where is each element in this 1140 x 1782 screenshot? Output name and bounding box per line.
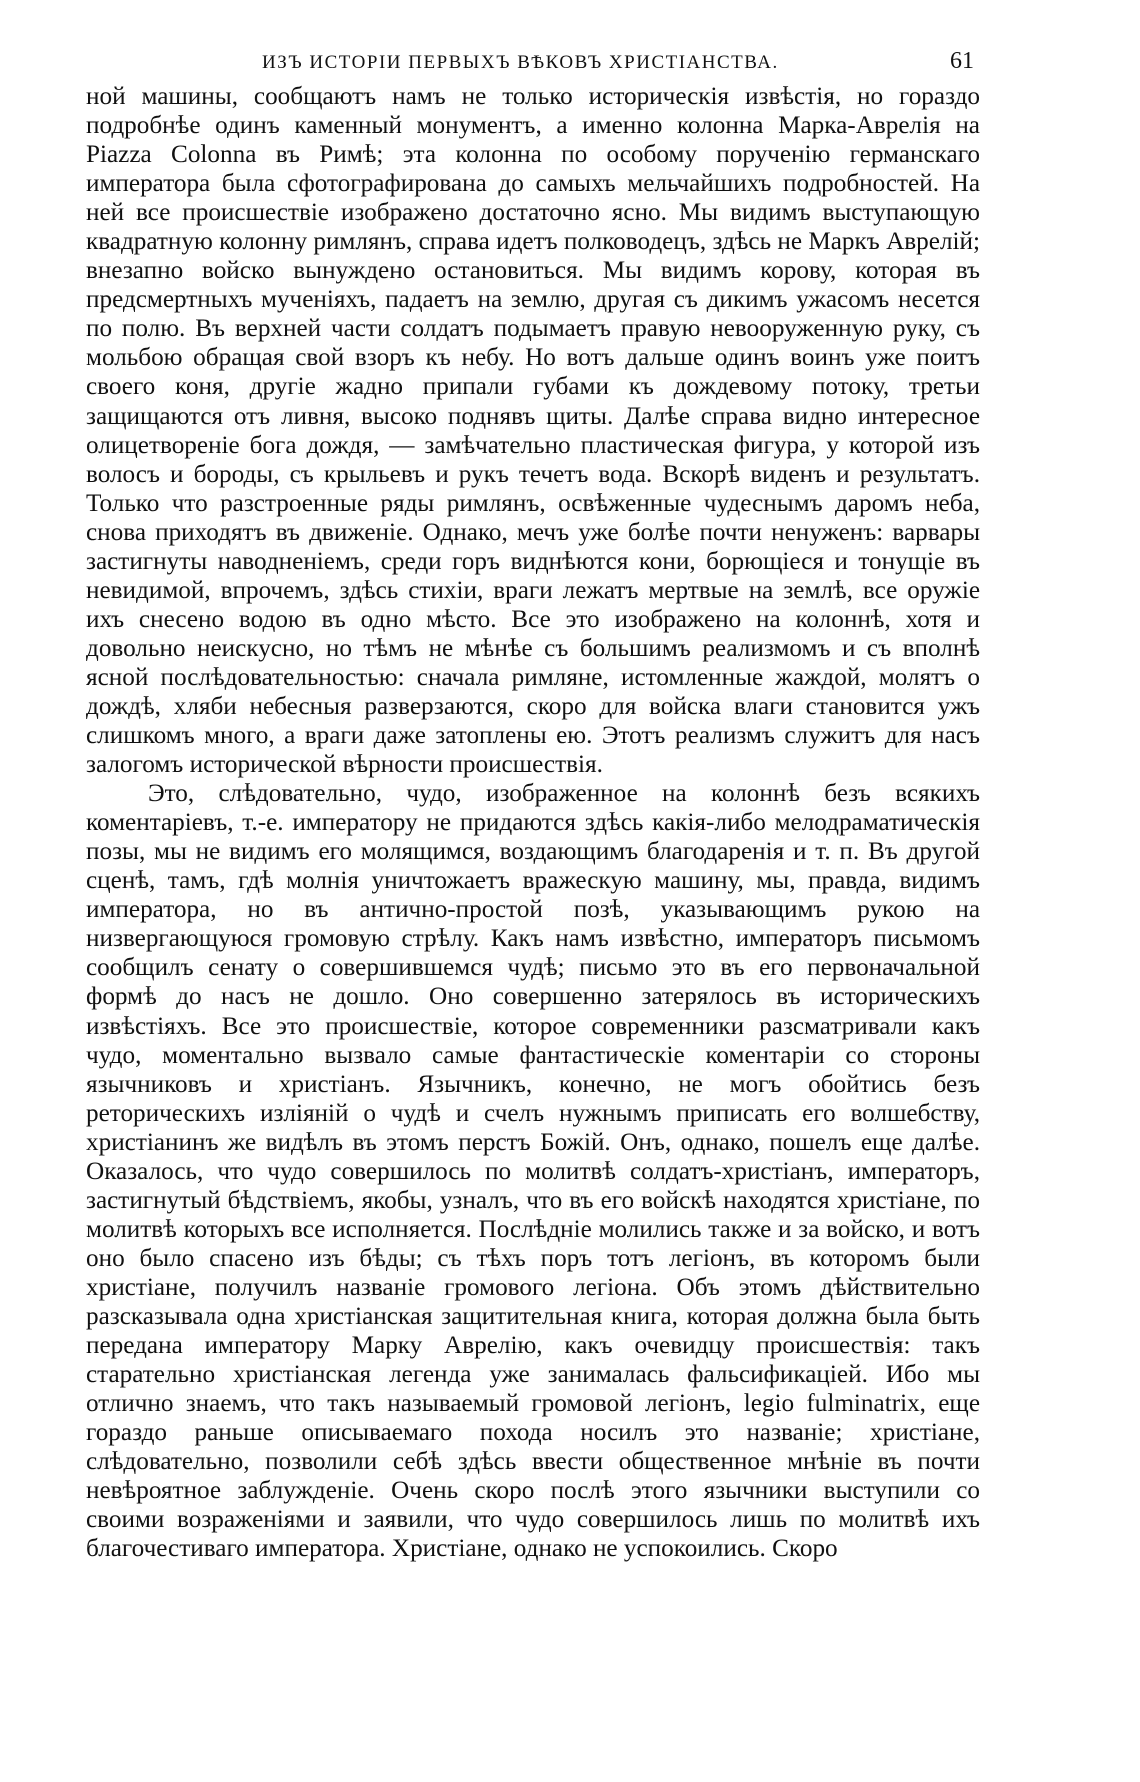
running-header [86, 42, 980, 82]
page-number: 61 [950, 48, 974, 74]
body-text [86, 82, 980, 1563]
paragraph: ной машины, сообщаютъ намъ не только историческія извѣстія, но гораздо подробнѣе одинъ каменный монументъ, а именно колонна Марка-Аврелія на Piazza Colonna въ Римѣ; эта колонна по особому порученію германскаго императора была сфотографирована до самыхъ мельчайшихъ подробностей. На ней все происшествіе изображено достаточно ясно. Мы видимъ выступающую квадратную колонну римлянъ, справа идетъ полководецъ, здѣсь не Маркъ Аврелій; внезапно войско вынуждено остановиться. Мы видимъ корову, которая въ предсмертныхъ мученіяхъ, падаетъ на землю, другая съ дикимъ ужасомъ несется по полю. Въ верхней части солдатъ подымаетъ правую невооруженную руку, съ мольбою обращая свой взоръ къ небу. Но вотъ дальше одинъ воинъ уже поитъ своего коня, другіе жадно припали губами къ дождевому потоку, третьи защищаются отъ ливня, высоко поднявъ щиты. Далѣе справа видно интересное олицетвореніе бога дождя, — замѣчательно пластическая фигура, у которой изъ волосъ и бороды, съ крыльевъ и рукъ течетъ вода. Вскорѣ виденъ и результатъ. Только что разстроенные ряды римлянъ, освѣженные чудеснымъ даромъ неба, снова приходятъ въ движеніе. Однако, мечъ уже болѣе почти ненуженъ: варвары застигнуты наводненіемъ, среди горъ виднѣются кони, борющіеся и тонущіе въ невидимой, впрочемъ, здѣсь стихіи, враги лежатъ мертвые на землѣ, все оружіе ихъ снесено водою въ одно мѣсто. Все это изображено на колоннѣ, хотя и довольно неискусно, но тѣмъ не мѣнѣе съ большимъ реализмомъ и съ вполнѣ ясной послѣдовательностью: сначала римляне, истомленные жаждой, молятъ о дождѣ, хляби небесныя разверзаются, скоро для войска влаги становится ужъ слишкомъ много, а враги даже затоплены ею. Этотъ реализмъ служитъ для насъ залогомъ исторической вѣрности происшествія. [86, 83, 980, 779]
running-title: ИЗЪ ИСТОРІИ ПЕРВЫХЪ ВѢКОВЪ ХРИСТІАНСТВА. [262, 52, 779, 73]
book-page [86, 42, 980, 1563]
paragraph: Это, слѣдовательно, чудо, изображенное на колоннѣ безъ всякихъ коментаріевъ, т.-е. императору не придаются здѣсь какія-либо мелодраматическія позы, мы не видимъ его молящимся, воздающимъ благодаренія и т. п. Въ другой сценѣ, тамъ, гдѣ молнія уничтожаетъ вражескую машину, мы, правда, видимъ императора, но въ антично-простой позѣ, указывающимъ рукою на низвергающуюся громовую стрѣлу. Какъ намъ извѣстно, императоръ письмомъ сообщилъ сенату о совершившемся чудѣ; письмо это въ его первоначальной формѣ до насъ не дошло. Оно совершенно затерялось въ историческихъ извѣстіяхъ. Все это происшествіе, которое современники разсматривали какъ чудо, моментально вызвало самые фантастическіе коментаріи со стороны язычниковъ и христіанъ. Язычникъ, конечно, не могъ обойтись безъ реторическихъ изліяній о чудѣ и счелъ нужнымъ приписать его волшебству, христіанинъ же видѣлъ въ этомъ перстъ Божій. Онъ, однако, пошелъ еще далѣе. Оказалось, что чудо совершилось по молитвѣ солдатъ-христіанъ, императоръ, застигнутый бѣдствіемъ, якобы, узналъ, что въ его войскѣ находятся христіане, по молитвѣ которыхъ все исполняется. Послѣдніе молились также и за войско, и вотъ оно было спасено изъ бѣды; съ тѣхъ поръ тотъ легіонъ, въ которомъ были христіане, получилъ названіе громового легіона. Объ этомъ дѣйствительно разсказывала одна христіанская защитительная книга, которая должна была быть передана императору Марку Аврелію, какъ очевидцу происшествія: такъ старательно христіанская легенда уже занималась фальсификаціей. Ибо мы отлично знаемъ, что такъ называемый громовой легіонъ, legio fulminatrix, еще гораздо раньше описываемаго похода носилъ это названіе; христіане, слѣдовательно, позволили себѣ здѣсь ввести общественное мнѣніе въ почти невѣроятное заблужденіе. Очень скоро послѣ этого язычники выступили со своими возраженіями и заявили, что чудо совершилось лишь по молитвѣ ихъ благочестиваго императора. Христіане, однако не успокоились. Скоро [86, 780, 980, 1563]
